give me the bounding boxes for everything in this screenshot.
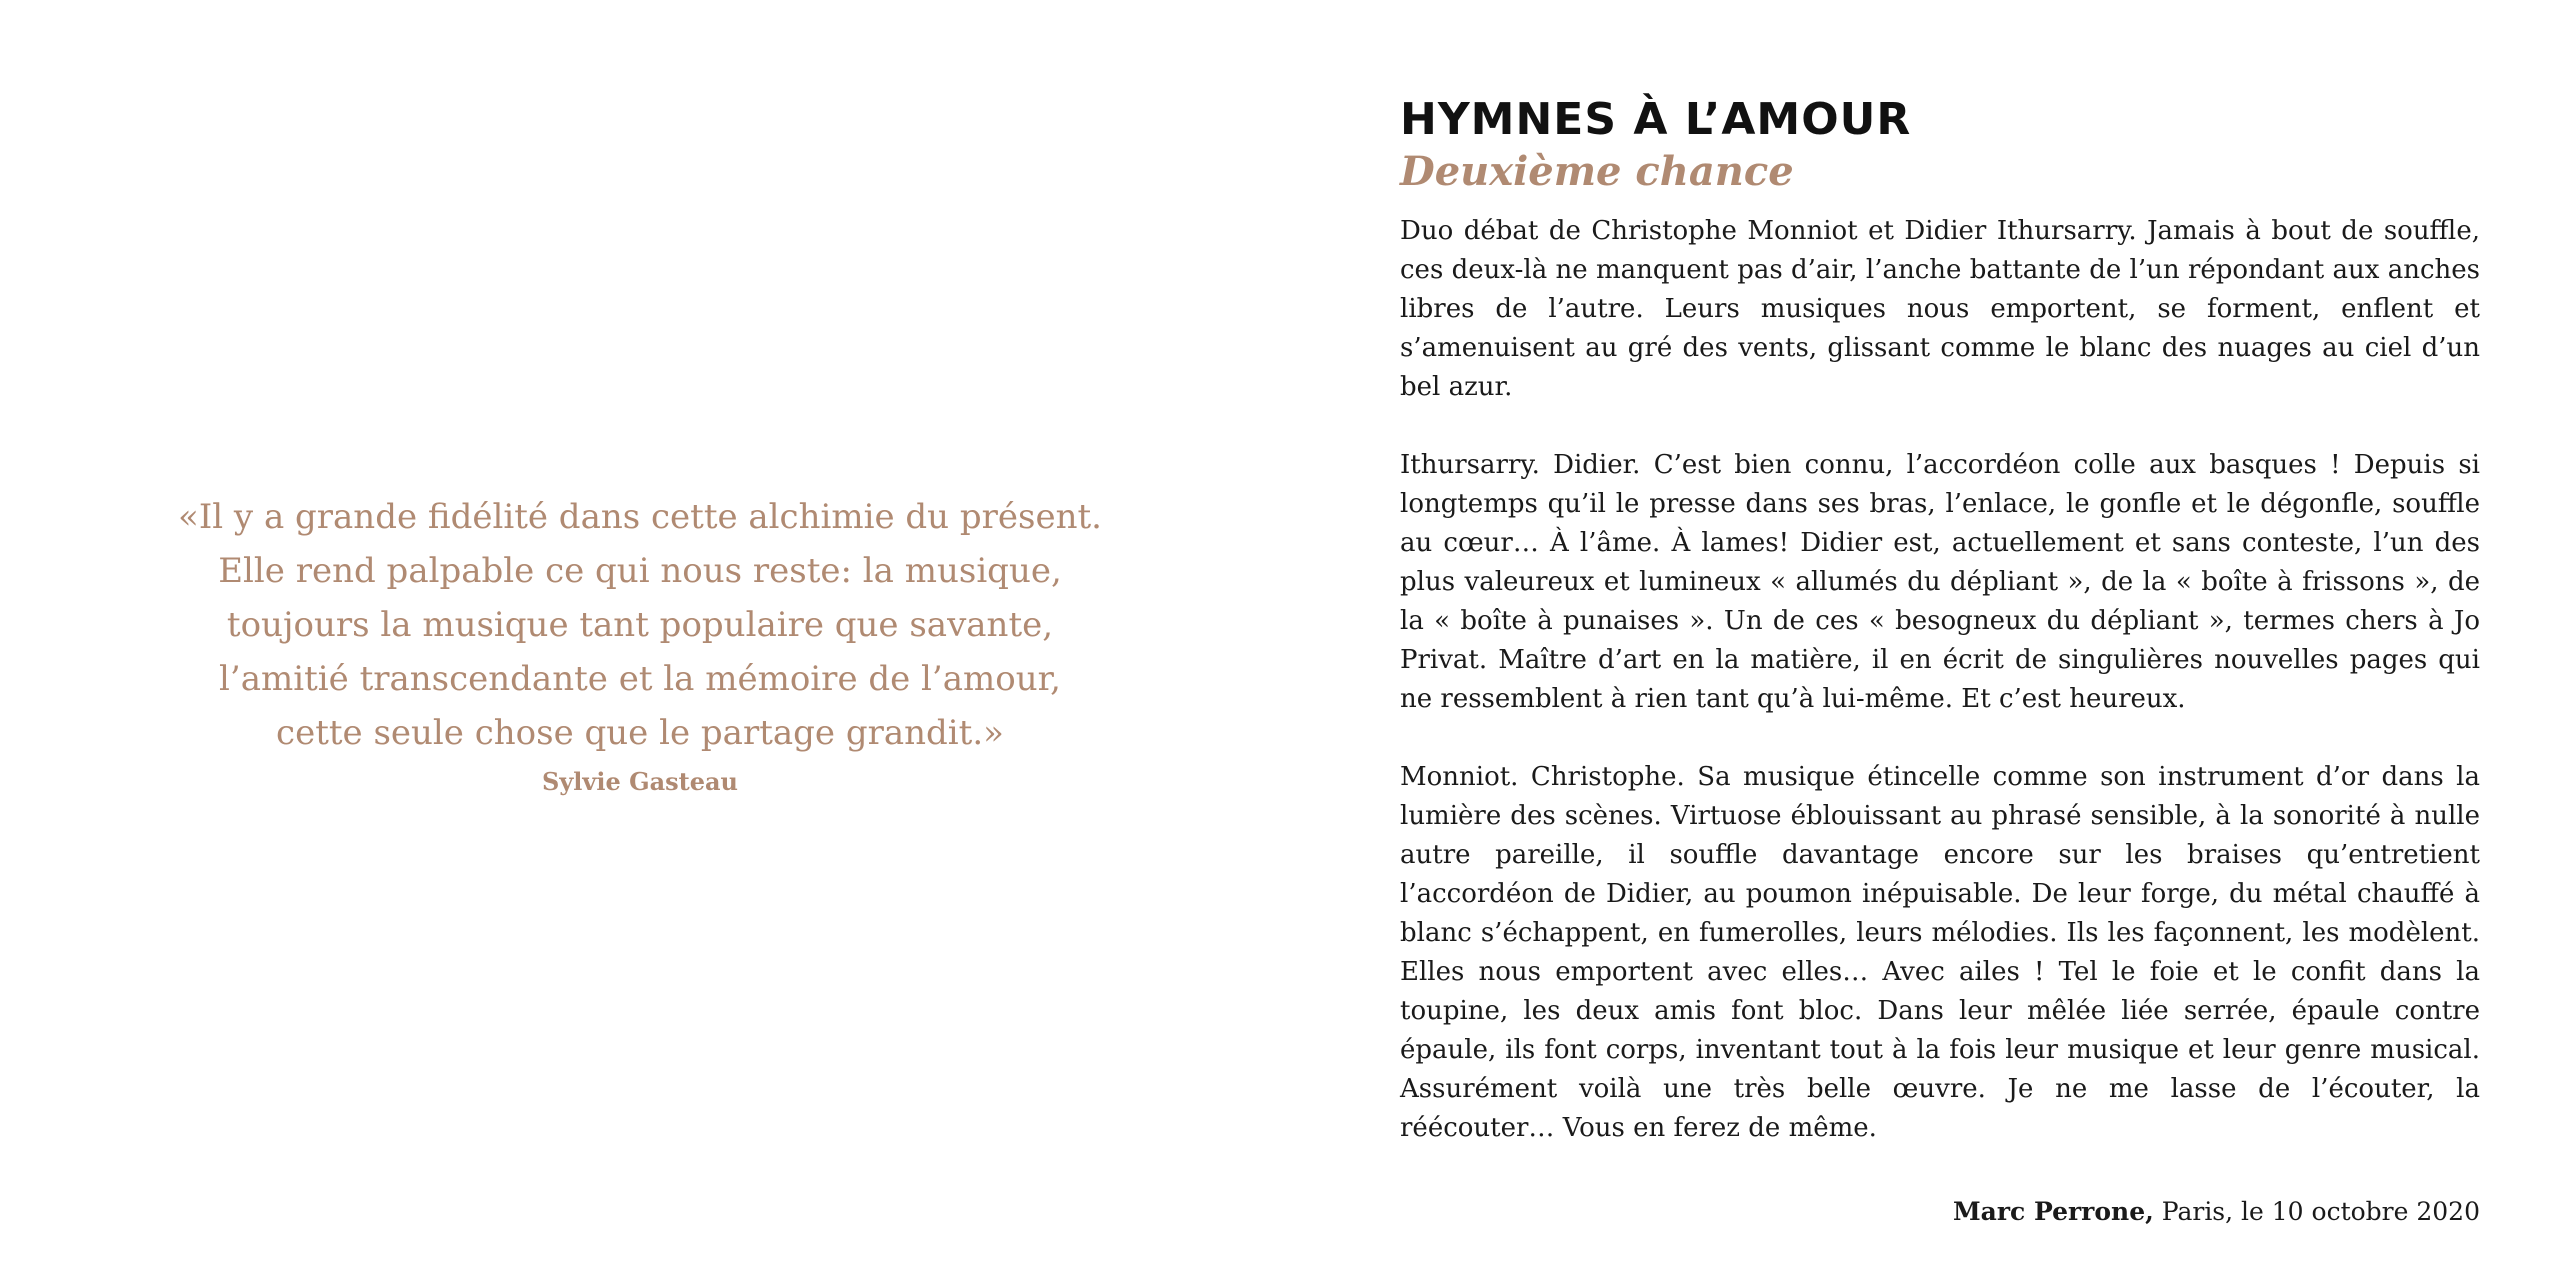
quote-line: Elle rend palpable ce qui nous reste: la musique, xyxy=(218,551,1062,591)
quote-line: l’amitié transcendante et la mémoire de l’amour, xyxy=(219,659,1061,699)
article-paragraph: Monniot. Christophe. Sa musique étincelle comme son instrument d’or dans la lumière des scènes. Virtuose éblouissant au phrasé sensible, à la sonorité à nulle autre pareille, il souffle davantage encore sur les braises qu’entretient l’accordéon de Didier, au poumon inépuisable. De leur forge, du métal chauffé à blanc s’échappent, en fumerolles, leurs mélodies. Ils les façonnent, les modèlent. Elles nous emportent avec elles… Avec ailes ! Tel le foie et le confit dans la toupine, les deux amis font bloc. Dans leur mêlée liée serrée, épaule contre épaule, ils font corps, inventant tout à la fois leur musique et leur genre musical. Assurément voilà une très belle œuvre. Je ne me lasse de l’écouter, la réécouter… Vous en ferez de même. xyxy=(1400,762,2480,1143)
pull-quote xyxy=(140,490,1140,798)
article-subtitle: Deuxième chance xyxy=(1400,148,1794,195)
quote-line: cette seule chose que le partage grandit.» xyxy=(276,713,1004,753)
article xyxy=(1400,92,2480,1230)
article-paragraph: Ithursarry. Didier. C’est bien connu, l’accordéon colle aux basques ! Depuis si longtemps qu’il le presse dans ses bras, l’enlace, le gonfle et le dégonfle, souffle au cœur… À l’âme. À lames! Didier est, actuellement et sans conteste, l’un des plus valeureux et lumineux « allumés du dépliant », de la « boîte à frissons », de la « boîte à punaises ». Un de ces « besogneux du dépliant », termes chers à Jo Privat. Maître d’art en la matière, il en écrit de singulières nouvelles pages qui ne ressemblent à rien tant qu’à lui-même. Et c’est heureux. xyxy=(1400,450,2480,714)
signature-name: Marc Perrone, xyxy=(1953,1197,2154,1226)
quote-line: toujours la musique tant populaire que savante, xyxy=(226,605,1054,645)
quote-line: «Il y a grande fidélité dans cette alchimie du présent. xyxy=(178,497,1102,537)
signature-place-date: Paris, le 10 octobre 2020 xyxy=(2153,1197,2480,1226)
article-title: HYMNES À L’AMOUR xyxy=(1400,94,1912,145)
right-page xyxy=(1280,0,2560,1280)
article-paragraph: Duo débat de Christophe Monniot et Didier Ithursarry. Jamais à bout de souffle, ces deux-là ne manquent pas d’air, l’anche battante de l’un répondant aux anches libres de l’autre. Leurs musiques nous emportent, se forment, enflent et s’amenuisent au gré des vents, glissant comme le blanc des nuages au ciel d’un bel azur. xyxy=(1400,216,2480,402)
quote-author: Sylvie Gasteau xyxy=(542,767,738,796)
signature xyxy=(1400,1194,2480,1230)
